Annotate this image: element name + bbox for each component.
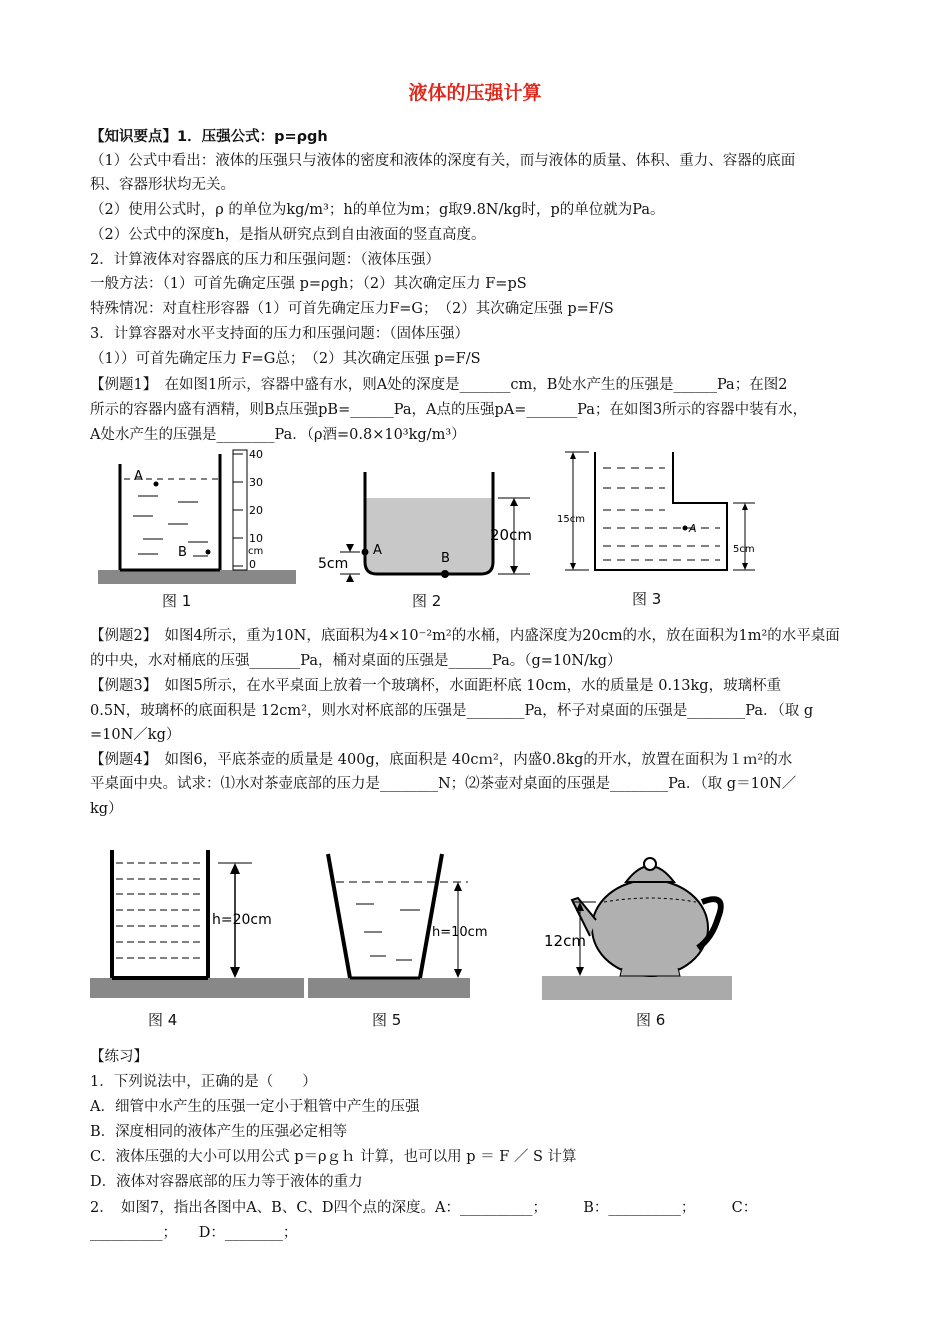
figure-4 xyxy=(90,848,304,998)
text-line-8: 特殊情况：对直柱形容器（1）可首先确定压力F=G； （2）其次确定压强 p=F/S xyxy=(90,301,614,317)
fig4-height-label: h=20cm xyxy=(212,912,272,928)
fig6-height-label: 12cm xyxy=(544,932,586,950)
question-1: 1．下列说法中，正确的是（ ） xyxy=(90,1074,317,1090)
fig1-tick-40: 40 xyxy=(249,448,263,461)
example-2-line-1: 【例题2】 如图4所示，重为10N，底面积为4×10⁻²m²的水桶，内盛深度为20cm的水，放在面积为1m²的水平桌面 xyxy=(90,628,840,644)
example-1-line-2: 所示的容器内盛有酒精，则B点压强pB=______Pa，A点的压强pA=_______Pa；在如图3所示的容器中装有水， xyxy=(90,402,808,418)
text-line-10: （1））可首先确定压力 F=G总； （2）其次确定压强 p=F/S xyxy=(90,351,481,367)
example-4-line-2: 平桌面中央。试求：⑴水对茶壶底部的压力是________N；⑵茶壶对桌面的压强是________Pa．（取 g＝10N／ xyxy=(90,776,797,792)
figure-1-caption: 图 1 xyxy=(162,592,192,610)
example-3-line-1: 【例题3】 如图5所示，在水平桌面上放着一个玻璃杯，水面距杯底 10cm，水的质量是 0.13kg，玻璃杯重 xyxy=(90,678,782,694)
option-b: B．深度相同的液体产生的压强必定相等 xyxy=(90,1124,348,1140)
fig5-height-label: h=10cm xyxy=(432,925,488,940)
figure-3 xyxy=(555,448,770,578)
practice-heading: 【练习】 xyxy=(90,1049,148,1065)
fig3-height-label: 15cm xyxy=(557,514,585,525)
option-c: C．液体压强的大小可以用公式 p＝ρｇｈ 计算，也可以用 p ＝ F ／ S 计算 xyxy=(90,1149,577,1165)
text-line-5: （2）公式中的深度h，是指从研究点到自由液面的竖直高度。 xyxy=(90,227,486,243)
fig1-tick-unit: cm xyxy=(248,546,264,557)
example-3-line-3: =10N／kg） xyxy=(90,727,181,743)
figure-5 xyxy=(308,848,488,998)
fig2-point-b: B xyxy=(441,551,450,566)
figure-6-caption: 图 6 xyxy=(636,1011,666,1029)
figure-2 xyxy=(318,462,542,584)
text-line-3: 积、容器形状均无关。 xyxy=(90,177,235,193)
text-line-1: 【知识要点】1．压强公式：p=ρgh xyxy=(90,129,328,145)
example-3-line-2: 0.5N，玻璃杯的底面积是 12cm²，则水对杯底部的压强是________Pa，杯子对桌面的压强是________Pa．（取 g xyxy=(90,703,814,719)
figure-3-caption: 图 3 xyxy=(632,590,662,608)
figure-4-caption: 图 4 xyxy=(148,1011,178,1029)
fig1-point-b: B xyxy=(178,545,187,560)
option-d: D．液体对容器底部的压力等于液体的重力 xyxy=(90,1174,363,1190)
fig2-point-a: A xyxy=(373,543,382,558)
example-1-line-3: A处水产生的压强是________Pa．（ρ酒=0.8×10³kg/m³） xyxy=(90,427,466,443)
fig2-depth-label: 20cm xyxy=(490,526,532,544)
text-line-9: 3．计算容器对水平支持面的压力和压强问题：（固体压强） xyxy=(90,326,469,342)
question-2-line-2: __________； D：________； xyxy=(90,1225,298,1241)
figure-5-caption: 图 5 xyxy=(372,1011,402,1029)
fig2-point-depth-label: 5cm xyxy=(318,556,349,572)
fig1-point-a: A xyxy=(134,469,143,484)
example-1-line-1: 【例题1】 在如图1所示，容器中盛有水，则A处的深度是_______cm，B处水产生的压强是______Pa；在图2 xyxy=(90,377,788,393)
text-line-6: 2．计算液体对容器底的压力和压强问题：（液体压强） xyxy=(90,252,440,268)
fig3-depth-label: 5cm xyxy=(733,544,755,555)
fig3-point-a: A xyxy=(689,522,697,535)
figure-2-caption: 图 2 xyxy=(412,592,442,610)
text-line-7: 一般方法：（1）可首先确定压强 p=ρgh；（2）其次确定压力 F=pS xyxy=(90,276,527,292)
fig1-tick-10: 10 xyxy=(249,532,263,545)
option-a: A．细管中水产生的压强一定小于粗管中产生的压强 xyxy=(90,1099,420,1115)
page-title: 液体的压强计算 xyxy=(408,82,542,104)
fig1-tick-0: 0 xyxy=(249,558,256,571)
example-4-line-1: 【例题4】 如图6，平底茶壶的质量是 400g，底面积是 40cｍ²，内盛0.8kg的开水，放置在面积为１ｍ²的水 xyxy=(90,752,793,768)
figure-1 xyxy=(98,444,296,584)
fig1-tick-20: 20 xyxy=(249,504,263,517)
figure-6 xyxy=(542,840,732,1000)
question-2-line-1: 2． 如图7，指出各图中A、B、C、D四个点的深度。A：__________； B：__________； C： xyxy=(90,1200,758,1216)
text-line-4: （2）使用公式时，ρ 的单位为kg/m³；h的单位为m；g取9.8N/kg时，p的单位就为Pa。 xyxy=(90,202,665,218)
example-4-line-3: kg） xyxy=(90,801,123,817)
example-2-line-2: 的中央，水对桶底的压强_______Pa，桶对桌面的压强是______Pa。（g=10N/kg） xyxy=(90,653,622,669)
text-line-2: （1）公式中看出：液体的压强只与液体的密度和液体的深度有关，而与液体的质量、体积、重力、容器的底面 xyxy=(90,153,796,169)
fig1-tick-30: 30 xyxy=(249,476,263,489)
